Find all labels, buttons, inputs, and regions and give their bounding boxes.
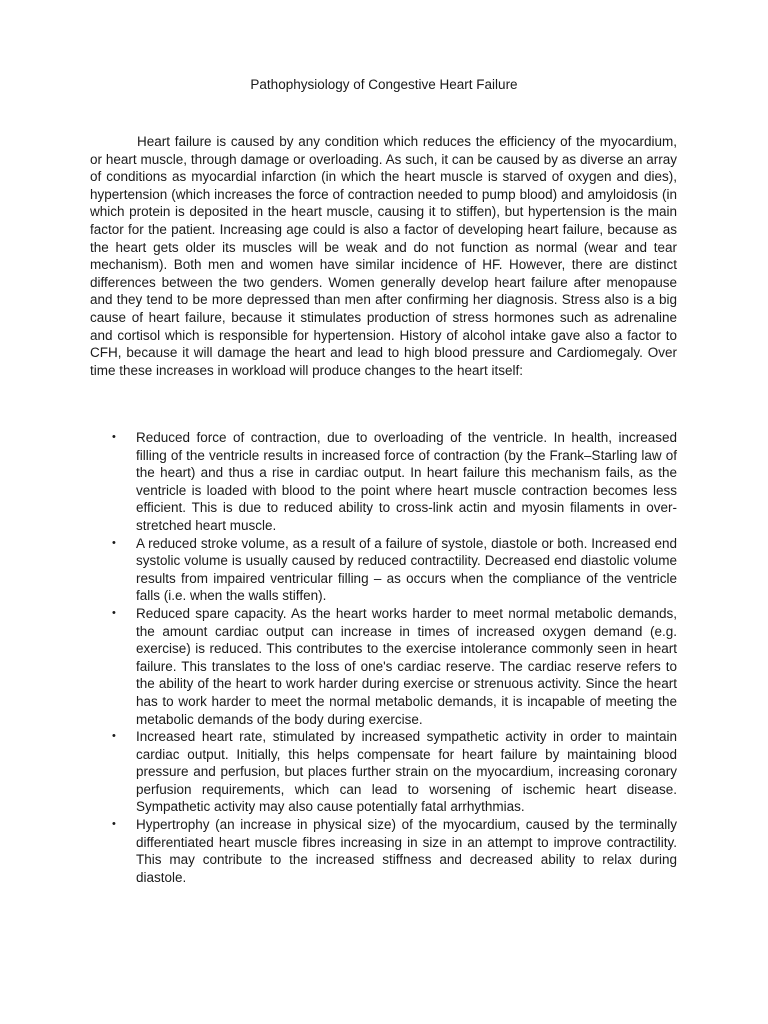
bullet-item-stroke-volume bbox=[90, 535, 677, 605]
bullet-item-force bbox=[90, 429, 677, 535]
bullet-text: Increased heart rate, stimulated by increased sympathetic activity in order to maintain cardiac output. Initially, this helps compensate for heart failure by maintaining blood pressure and perfusion, but places further strain on the myocardium, increasing coronary perfusion requirements, which can lead to worsening of ischemic heart disease. Sympathetic activity may also cause potentially fatal arrhythmias. bbox=[136, 729, 677, 815]
bullet-icon: • bbox=[112, 536, 116, 549]
bullet-icon: • bbox=[112, 730, 116, 743]
bullet-icon: • bbox=[112, 431, 116, 443]
bullet-text: Reduced force of contraction, due to overloading of the ventricle. In health, increased filling of the ventricle results in increased force of contraction (by the Frank–Starling law of the heart) and thus a rise in cardiac output. In heart failure this mechanism fails, as the ventricle is loaded with blood to the point where heart muscle contraction becomes less efficient. This is due to reduced ability to cross-link actin and myosin filaments in over-stretched heart muscle. bbox=[136, 430, 677, 533]
document-title: Pathophysiology of Congestive Heart Failure bbox=[250, 77, 518, 92]
bullet-item-hypertrophy bbox=[90, 816, 677, 886]
bullet-list bbox=[90, 429, 677, 886]
bullet-icon: • bbox=[112, 606, 116, 619]
bullet-icon: • bbox=[112, 818, 116, 831]
intro-paragraph: Heart failure is caused by any condition which reduces the efficiency of the myocardium, or heart muscle, through damage or overloading. As such, it can be caused by as diverse an array of conditions as myocardial infarction (in which the heart muscle is starved of oxygen and dies), hypertension (which increases the force of contraction needed to pump blood) and amyloidosis (in which protein is deposited in the heart muscle, causing it to stiffen), but hypertension is the main factor for the patient. Increasing age could is also a factor of developing heart failure, because as the heart gets older its muscles will be weak and do not function as normal (wear and tear mechanism). Both men and women have similar incidence of HF. However, there are distinct differences between the two genders. Women generally develop heart failure after menopause and they tend to be more depressed than men after confirming her diagnosis. Stress also is a big cause of heart failure, because it stimulates production of stress hormones such as adrenaline and cortisol which is responsible for hypertension. History of alcohol intake gave also a factor to CFH, because it will damage the heart and lead to high blood pressure and Cardiomegaly. Over time these increases in workload will produce changes to the heart itself: bbox=[90, 134, 677, 378]
bullet-item-spare-capacity bbox=[90, 605, 677, 728]
bullet-text: A reduced stroke volume, as a result of a failure of systole, diastole or both. Increased end systolic volume is usually caused by reduced contractility. Decreased end diastolic volume results from impaired ventricular filling – as occurs when the compliance of the ventricle falls (i.e. when the walls stiffen). bbox=[136, 535, 677, 604]
bullet-item-heart-rate bbox=[90, 728, 677, 816]
bullet-text: Reduced spare capacity. As the heart works harder to meet normal metabolic demands, the amount cardiac output can increase in times of increased oxygen demand (e.g. exercise) is reduced. This contributes to the exercise intolerance commonly seen in heart failure. This translates to the loss of one's cardiac reserve. The cardiac reserve refers to the ability of the heart to work harder during exercise or strenuous activity. Since the heart has to work harder to meet the normal metabolic demands, it is incapable of meeting the metabolic demands of the body during exercise. bbox=[136, 605, 677, 727]
bullet-text: Hypertrophy (an increase in physical size) of the myocardium, caused by the terminally differentiated heart muscle fibres increasing in size in an attempt to improve contractility. This may contribute to the increased stiffness and decreased ability to relax during diastole. bbox=[136, 817, 677, 885]
